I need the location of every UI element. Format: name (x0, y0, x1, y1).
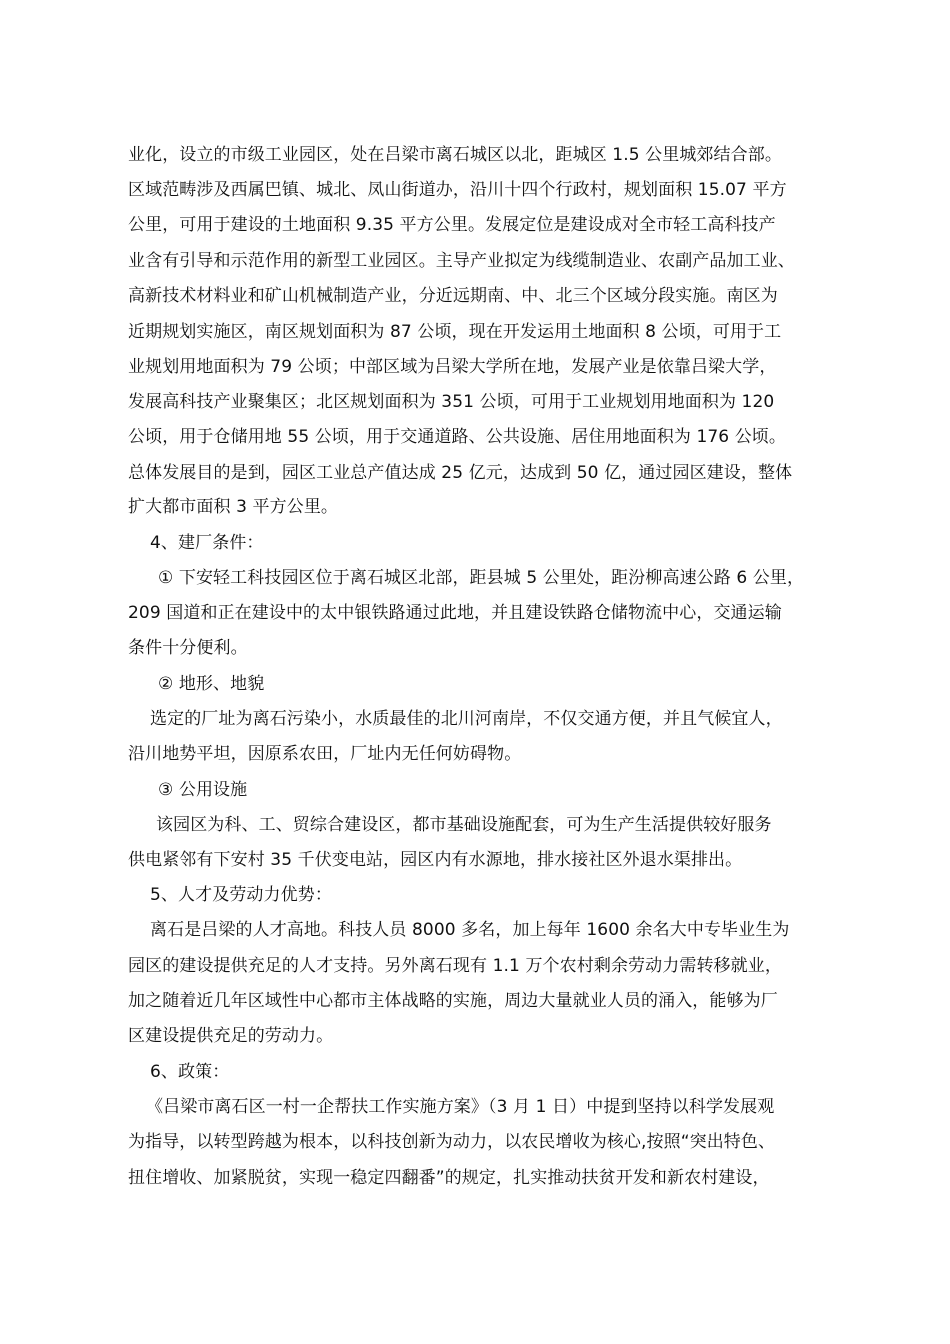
text-line: 加之随着近几年区域性中心都市主体战略的实施，周边大量就业人员的涌入，能够为厂 (128, 991, 778, 1011)
text-line: 业含有引导和示范作用的新型工业园区。主导产业拟定为线缆制造业、农副产品加工业、 (128, 251, 795, 271)
subsection-heading: ③ 公用设施 (158, 780, 248, 800)
section-heading: 5、人才及劳动力优势： (150, 885, 332, 905)
text-line: 条件十分便利。 (128, 638, 248, 658)
text-line: 《吕梁市离石区一村一企帮扶工作实施方案》（3 月 1 日）中提到坚持以科学发展观 (146, 1097, 775, 1117)
text-line: 公顷，用于仓储用地 55 公顷，用于交通道路、公共设施、居住用地面积为 176 公顷。 (128, 427, 786, 447)
text-line: ① 下安轻工科技园区位于离石城区北部，距县城 5 公里处，距汾柳高速公路 6 公里， (158, 568, 805, 588)
text-line: 扩大都市面积 3 平方公里。 (128, 497, 339, 517)
text-line: 209 国道和正在建设中的太中银铁路通过此地，并且建设铁路仓储物流中心，交通运输 (128, 603, 782, 623)
text-line: 公里，可用于建设的土地面积 9.35 平方公里。发展定位是建设成对全市轻工高科技产 (128, 215, 776, 235)
text-line: 高新技术材料业和矿山机械制造产业，分近远期南、中、北三个区域分段实施。南区为 (128, 286, 778, 306)
text-line: 业化，设立的市级工业园区，处在吕梁市离石城区以北，距城区 1.5 公里城郊结合部。 (128, 145, 782, 165)
section-heading: 4、建厂条件： (150, 533, 264, 553)
section-heading: 6、政策： (150, 1062, 230, 1082)
text-line: 业规划用地面积为 79 公顷；中部区域为吕梁大学所在地，发展产业是依靠吕梁大学， (128, 357, 777, 377)
text-line: 园区的建设提供充足的人才支持。另外离石现有 1.1 万个农村剩余劳动力需转移就业， (128, 956, 782, 976)
text-line: 离石是吕梁的人才高地。科技人员 8000 多名，加上每年 1600 余名大中专毕业生为 (150, 920, 790, 940)
text-line: 发展高科技产业聚集区；北区规划面积为 351 公顷，可用于工业规划用地面积为 120 (128, 392, 775, 412)
text-line: 该园区为科、工、贸综合建设区，都市基础设施配套，可为生产生活提供较好服务 (156, 815, 772, 835)
text-line: 区域范畴涉及西属巴镇、城北、凤山街道办，沿川十四个行政村，规划面积 15.07 平方 (128, 180, 787, 200)
subsection-heading: ② 地形、地貌 (158, 674, 265, 694)
text-line: 为指导，以转型跨越为根本，以科技创新为动力，以农民增收为核心,按照“突出特色、 (128, 1132, 776, 1152)
text-line: 近期规划实施区，南区规划面积为 87 公顷，现在开发运用土地面积 8 公顷，可用于工 (128, 322, 782, 342)
text-line: 总体发展目的是到，园区工业总产值达成 25 亿元，达成到 50 亿，通过园区建设，整体 (128, 463, 793, 483)
text-line: 区建设提供充足的劳动力。 (128, 1026, 334, 1046)
text-line: 沿川地势平坦，因原系农田，厂址内无任何妨碍物。 (128, 744, 522, 764)
text-line: 选定的厂址为离石污染小，水质最佳的北川河南岸，不仅交通方便，并且气候宜人， (150, 709, 783, 729)
text-line: 扭住增收、加紧脱贫，实现一稳定四翻番”的规定，扎实推动扶贫开发和新农村建设， (128, 1168, 770, 1188)
text-line: 供电紧邻有下安村 35 千伏变电站，园区内有水源地，排水接社区外退水渠排出。 (128, 850, 743, 870)
